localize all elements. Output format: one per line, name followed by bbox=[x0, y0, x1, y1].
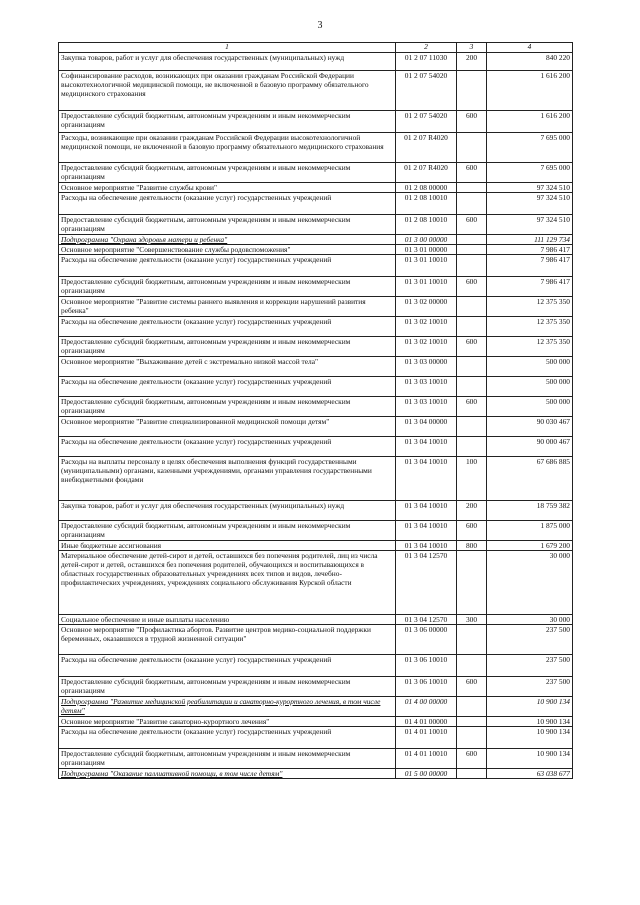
table-row bbox=[59, 769, 573, 779]
table-row bbox=[59, 397, 573, 417]
row-vr-cell: 600 bbox=[457, 337, 487, 357]
row-amount-cell: 7 695 000 bbox=[487, 163, 573, 183]
row-name-cell: Предоставление субсидий бюджетным, автономным учреждениям и иным некоммерческим организациям bbox=[59, 277, 396, 297]
row-vr-cell: 600 bbox=[457, 111, 487, 133]
row-code-cell: 01 3 01 00000 bbox=[396, 245, 457, 255]
row-code-cell: 01 3 04 12570 bbox=[396, 615, 457, 625]
row-vr-cell bbox=[457, 193, 487, 215]
row-code-cell: 01 5 00 00000 bbox=[396, 769, 457, 779]
row-amount-cell: 90 030 467 bbox=[487, 417, 573, 437]
table-row bbox=[59, 501, 573, 521]
row-vr-cell bbox=[457, 317, 487, 337]
table-row bbox=[59, 717, 573, 727]
row-vr-cell: 200 bbox=[457, 501, 487, 521]
table-row bbox=[59, 697, 573, 717]
row-name-cell: Софинансирование расходов, возникающих при оказании гражданам Российской Федерации высокотехнологичной медицинской помощи, не включенной в базовую программу обязательного медицинского страхования bbox=[59, 71, 396, 111]
row-vr-cell: 800 bbox=[457, 541, 487, 551]
row-code-cell: 01 4 01 10010 bbox=[396, 727, 457, 749]
row-vr-cell bbox=[457, 377, 487, 397]
table-row bbox=[59, 521, 573, 541]
row-amount-cell: 18 759 382 bbox=[487, 501, 573, 521]
row-amount-cell: 10 900 134 bbox=[487, 727, 573, 749]
row-code-cell: 01 2 07 R4020 bbox=[396, 163, 457, 183]
row-code-cell: 01 2 07 R4020 bbox=[396, 133, 457, 163]
table-row bbox=[59, 749, 573, 769]
table-row bbox=[59, 215, 573, 235]
row-name-cell: Расходы на обеспечение деятельности (оказание услуг) государственных учреждений bbox=[59, 377, 396, 397]
row-name-cell: Расходы на обеспечение деятельности (оказание услуг) государственных учреждений bbox=[59, 317, 396, 337]
row-vr-cell bbox=[457, 655, 487, 677]
table-row bbox=[59, 677, 573, 697]
row-amount-cell: 67 686 885 bbox=[487, 457, 573, 501]
row-vr-cell: 600 bbox=[457, 397, 487, 417]
table-row bbox=[59, 183, 573, 193]
row-name-cell: Основное мероприятие "Совершенствование службы родовспоможения" bbox=[59, 245, 396, 255]
row-amount-cell: 7 986 417 bbox=[487, 255, 573, 277]
row-code-cell: 01 2 07 11030 bbox=[396, 53, 457, 71]
row-vr-cell: 600 bbox=[457, 215, 487, 235]
row-name-cell: Предоставление субсидий бюджетным, автономным учреждениям и иным некоммерческим организациям bbox=[59, 163, 396, 183]
row-vr-cell: 600 bbox=[457, 521, 487, 541]
row-vr-cell bbox=[457, 245, 487, 255]
row-name-cell: Подпрограмма "Развитие медицинской реабилитации и санаторно-курортного лечения, в том числе детям" bbox=[59, 697, 396, 717]
row-name-cell: Предоставление субсидий бюджетным, автономным учреждениям и иным некоммерческим организациям bbox=[59, 337, 396, 357]
row-code-cell: 01 3 02 10010 bbox=[396, 317, 457, 337]
row-name-cell: Предоставление субсидий бюджетным, автономным учреждениям и иным некоммерческим организациям bbox=[59, 215, 396, 235]
row-vr-cell: 600 bbox=[457, 163, 487, 183]
row-name-cell: Предоставление субсидий бюджетным, автономным учреждениям и иным некоммерческим организациям bbox=[59, 397, 396, 417]
row-name-cell: Закупка товаров, работ и услуг для обеспечения государственных (муниципальных) нужд bbox=[59, 53, 396, 71]
row-name-cell: Материальное обеспечение детей-сирот и детей, оставшихся без попечения родителей, лиц из числа детей-сирот и детей, оставшихся без попечения родителей, обучающихся и воспитывающихся в областных государственных образовательных учреждениях всех типов и видов, лечебно-профилактических учреждениях, учреждениях социального обслуживания Курской области bbox=[59, 551, 396, 615]
row-vr-cell bbox=[457, 71, 487, 111]
header-col-3: 3 bbox=[457, 43, 487, 53]
row-amount-cell: 10 900 134 bbox=[487, 697, 573, 717]
page-number: 3 bbox=[317, 20, 323, 31]
row-name-cell: Расходы, возникающие при оказании гражданам Российской Федерации высокотехнологичной медицинской помощи, не включенной в базовую программу обязательного медицинского страхования bbox=[59, 133, 396, 163]
row-amount-cell: 30 000 bbox=[487, 551, 573, 615]
table-row bbox=[59, 71, 573, 111]
row-code-cell: 01 3 04 10010 bbox=[396, 521, 457, 541]
row-name-cell: Социальное обеспечение и иные выплаты населению bbox=[59, 615, 396, 625]
row-vr-cell: 300 bbox=[457, 615, 487, 625]
table-row bbox=[59, 111, 573, 133]
table-row bbox=[59, 337, 573, 357]
row-code-cell: 01 3 06 10010 bbox=[396, 655, 457, 677]
row-code-cell: 01 3 04 12570 bbox=[396, 551, 457, 615]
row-code-cell: 01 3 06 10010 bbox=[396, 677, 457, 697]
row-name-cell: Основное мероприятие "Развитие санаторно-курортного лечения" bbox=[59, 717, 396, 727]
table-row bbox=[59, 615, 573, 625]
row-amount-cell: 97 324 510 bbox=[487, 215, 573, 235]
row-vr-cell: 600 bbox=[457, 677, 487, 697]
row-amount-cell: 63 038 677 bbox=[487, 769, 573, 779]
row-amount-cell: 1 679 200 bbox=[487, 541, 573, 551]
table-row bbox=[59, 551, 573, 615]
row-name-cell: Основное мероприятие "Развитие специализированной медицинской помощи детям" bbox=[59, 417, 396, 437]
table-row bbox=[59, 457, 573, 501]
row-vr-cell: 600 bbox=[457, 749, 487, 769]
row-name-cell: Основное мероприятие "Выхаживание детей с экстремально низкой массой тела" bbox=[59, 357, 396, 377]
row-amount-cell: 7 986 417 bbox=[487, 245, 573, 255]
row-vr-cell bbox=[457, 183, 487, 193]
table-row bbox=[59, 625, 573, 655]
table-row bbox=[59, 317, 573, 337]
row-code-cell: 01 3 04 10010 bbox=[396, 437, 457, 457]
row-code-cell: 01 3 01 10010 bbox=[396, 277, 457, 297]
row-name-cell: Основное мероприятие "Профилактика абортов. Развитие центров медико-социальной поддержки беременных, оказавшихся в трудной жизненной ситуации" bbox=[59, 625, 396, 655]
row-code-cell: 01 3 03 00000 bbox=[396, 357, 457, 377]
row-amount-cell: 12 375 350 bbox=[487, 337, 573, 357]
row-vr-cell bbox=[457, 235, 487, 245]
row-amount-cell: 237 500 bbox=[487, 677, 573, 697]
row-code-cell: 01 3 04 00000 bbox=[396, 417, 457, 437]
row-name-cell: Предоставление субсидий бюджетным, автономным учреждениям и иным некоммерческим организациям bbox=[59, 749, 396, 769]
row-code-cell: 01 3 01 10010 bbox=[396, 255, 457, 277]
row-code-cell: 01 4 00 00000 bbox=[396, 697, 457, 717]
row-vr-cell bbox=[457, 437, 487, 457]
row-vr-cell bbox=[457, 625, 487, 655]
row-vr-cell bbox=[457, 133, 487, 163]
row-amount-cell: 97 324 510 bbox=[487, 193, 573, 215]
header-col-4: 4 bbox=[487, 43, 573, 53]
row-amount-cell: 840 220 bbox=[487, 53, 573, 71]
row-amount-cell: 237 500 bbox=[487, 655, 573, 677]
row-amount-cell: 12 375 350 bbox=[487, 297, 573, 317]
row-vr-cell bbox=[457, 417, 487, 437]
row-vr-cell bbox=[457, 551, 487, 615]
row-name-cell: Основное мероприятие "Развитие службы крови" bbox=[59, 183, 396, 193]
row-name-cell: Предоставление субсидий бюджетным, автономным учреждениям и иным некоммерческим организациям bbox=[59, 111, 396, 133]
row-vr-cell: 100 bbox=[457, 457, 487, 501]
row-amount-cell: 90 000 467 bbox=[487, 437, 573, 457]
row-name-cell: Расходы на обеспечение деятельности (оказание услуг) государственных учреждений bbox=[59, 655, 396, 677]
table-row bbox=[59, 541, 573, 551]
row-code-cell: 01 3 00 00000 bbox=[396, 235, 457, 245]
row-code-cell: 01 4 01 00000 bbox=[396, 717, 457, 727]
row-code-cell: 01 2 07 54020 bbox=[396, 111, 457, 133]
row-code-cell: 01 2 08 10010 bbox=[396, 215, 457, 235]
row-code-cell: 01 3 04 10010 bbox=[396, 541, 457, 551]
row-name-cell: Подпрограмма "Охрана здоровья матери и ребенка" bbox=[59, 235, 396, 245]
header-col-2: 2 bbox=[396, 43, 457, 53]
row-name-cell: Расходы на обеспечение деятельности (оказание услуг) государственных учреждений bbox=[59, 727, 396, 749]
table-row bbox=[59, 377, 573, 397]
row-name-cell: Предоставление субсидий бюджетным, автономным учреждениям и иным некоммерческим организациям bbox=[59, 677, 396, 697]
row-name-cell: Иные бюджетные ассигнования bbox=[59, 541, 396, 551]
row-amount-cell: 10 900 134 bbox=[487, 717, 573, 727]
row-amount-cell: 500 000 bbox=[487, 397, 573, 417]
row-amount-cell: 7 986 417 bbox=[487, 277, 573, 297]
row-amount-cell: 500 000 bbox=[487, 377, 573, 397]
table-row bbox=[59, 277, 573, 297]
table-row bbox=[59, 163, 573, 183]
table-row bbox=[59, 53, 573, 71]
table-row bbox=[59, 255, 573, 277]
table-row bbox=[59, 357, 573, 377]
table-row bbox=[59, 245, 573, 255]
row-code-cell: 01 3 03 10010 bbox=[396, 397, 457, 417]
row-code-cell: 01 3 04 10010 bbox=[396, 457, 457, 501]
row-name-cell: Расходы на обеспечение деятельности (оказание услуг) государственных учреждений bbox=[59, 255, 396, 277]
row-amount-cell: 10 900 134 bbox=[487, 749, 573, 769]
row-name-cell: Подпрограмма "Оказание паллиативной помощи, в том числе детям" bbox=[59, 769, 396, 779]
budget-table bbox=[58, 42, 573, 779]
table-row bbox=[59, 417, 573, 437]
row-amount-cell: 97 324 510 bbox=[487, 183, 573, 193]
row-amount-cell: 1 875 000 bbox=[487, 521, 573, 541]
row-vr-cell bbox=[457, 255, 487, 277]
row-name-cell: Расходы на выплаты персоналу в целях обеспечения выполнения функций государственными (муниципальными) органами, казенными учреждениями, органами управления государственными внебюджетными фондами bbox=[59, 457, 396, 501]
row-amount-cell: 1 616 200 bbox=[487, 71, 573, 111]
table-row bbox=[59, 727, 573, 749]
table-row bbox=[59, 193, 573, 215]
row-vr-cell bbox=[457, 357, 487, 377]
row-vr-cell: 200 bbox=[457, 53, 487, 71]
row-amount-cell: 12 375 350 bbox=[487, 317, 573, 337]
row-code-cell: 01 2 08 00000 bbox=[396, 183, 457, 193]
row-code-cell: 01 3 06 00000 bbox=[396, 625, 457, 655]
header-col-1: 1 bbox=[59, 43, 396, 53]
row-code-cell: 01 3 04 10010 bbox=[396, 501, 457, 521]
row-vr-cell bbox=[457, 717, 487, 727]
row-amount-cell: 7 695 000 bbox=[487, 133, 573, 163]
row-amount-cell: 237 500 bbox=[487, 625, 573, 655]
table-row bbox=[59, 437, 573, 457]
row-name-cell: Предоставление субсидий бюджетным, автономным учреждениям и иным некоммерческим организациям bbox=[59, 521, 396, 541]
row-amount-cell: 30 000 bbox=[487, 615, 573, 625]
row-name-cell: Расходы на обеспечение деятельности (оказание услуг) государственных учреждений bbox=[59, 193, 396, 215]
row-vr-cell bbox=[457, 727, 487, 749]
row-vr-cell bbox=[457, 697, 487, 717]
row-code-cell: 01 2 07 54020 bbox=[396, 71, 457, 111]
row-vr-cell bbox=[457, 297, 487, 317]
table-body bbox=[59, 53, 573, 779]
row-amount-cell: 500 000 bbox=[487, 357, 573, 377]
row-name-cell: Закупка товаров, работ и услуг для обеспечения государственных (муниципальных) нужд bbox=[59, 501, 396, 521]
row-vr-cell bbox=[457, 769, 487, 779]
row-code-cell: 01 3 02 00000 bbox=[396, 297, 457, 317]
table-row bbox=[59, 235, 573, 245]
row-code-cell: 01 4 01 10010 bbox=[396, 749, 457, 769]
row-code-cell: 01 3 03 10010 bbox=[396, 377, 457, 397]
table-row bbox=[59, 655, 573, 677]
row-name-cell: Расходы на обеспечение деятельности (оказание услуг) государственных учреждений bbox=[59, 437, 396, 457]
table-header-row bbox=[59, 43, 573, 53]
table-row bbox=[59, 297, 573, 317]
row-code-cell: 01 2 08 10010 bbox=[396, 193, 457, 215]
table-row bbox=[59, 133, 573, 163]
row-code-cell: 01 3 02 10010 bbox=[396, 337, 457, 357]
row-name-cell: Основное мероприятие "Развитие системы раннего выявления и коррекции нарушений развития ребенка" bbox=[59, 297, 396, 317]
row-amount-cell: 111 129 734 bbox=[487, 235, 573, 245]
row-amount-cell: 1 616 200 bbox=[487, 111, 573, 133]
row-vr-cell: 600 bbox=[457, 277, 487, 297]
